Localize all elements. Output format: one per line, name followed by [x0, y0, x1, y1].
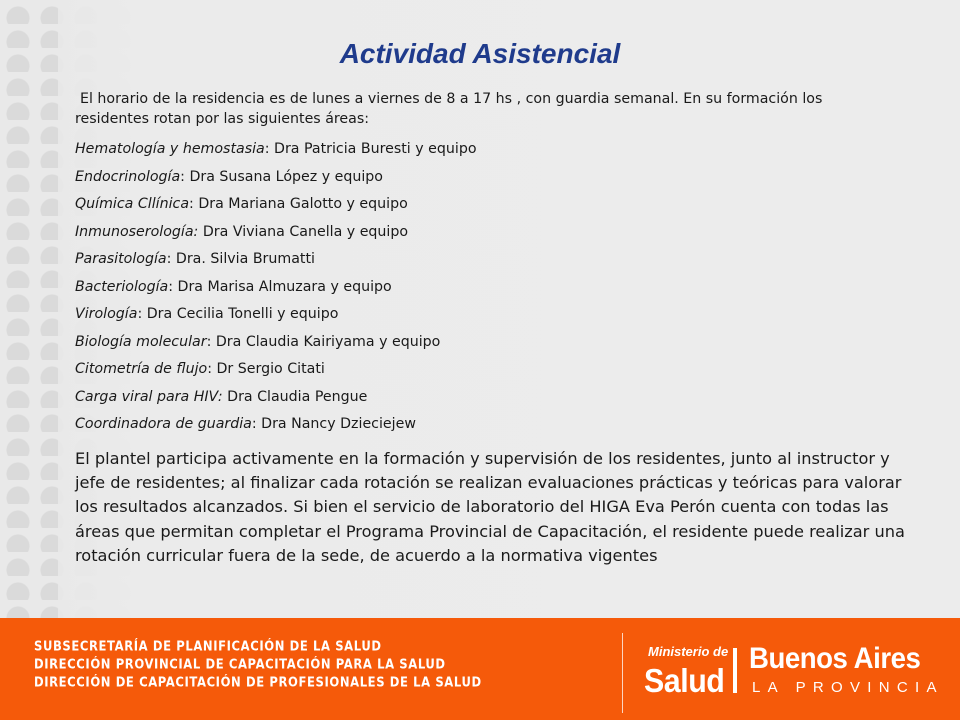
footer-line: DIRECCIÓN PROVINCIAL DE CAPACITACIÓN PARA LA SALUD: [34, 656, 446, 672]
area-item: [75, 250, 477, 278]
footer-banner: [0, 618, 960, 720]
area-detail: : Dra Cecilia Tonelli y equipo: [137, 306, 339, 322]
footer-line: DIRECCIÓN DE CAPACITACIÓN DE PROFESIONALES DE LA SALUD: [34, 673, 482, 690]
area-name: Endocrinología: [75, 168, 181, 185]
area-item: [75, 415, 477, 443]
area-item: [75, 168, 477, 196]
area-name: Citometría de flujo: [75, 361, 208, 377]
area-name: Coordinadora de guardia: [75, 416, 252, 432]
area-detail: : Dra. Silvia Brumatti: [166, 251, 315, 267]
footer-divider: [622, 633, 623, 713]
ministerio-label: Ministerio de: [648, 644, 729, 659]
logo-separator: [733, 648, 737, 693]
area-detail: : Dra Mariana Galotto y equipo: [189, 196, 408, 212]
area-name: Hematología y hemostasia: [75, 141, 265, 157]
area-name: Química Cllínica: [75, 196, 190, 212]
area-item: [75, 195, 477, 223]
area-item: [75, 388, 477, 416]
area-detail: Dra Claudia Pengue: [222, 388, 368, 405]
area-item: [75, 305, 477, 333]
area-detail: : Dra Patricia Buresti y equipo: [264, 141, 477, 157]
footer-line: SUBSECRETARÍA DE PLANIFICACIÓN DE LA SALUD: [34, 638, 382, 654]
salud-logo-text: Salud: [644, 662, 725, 699]
buenos-aires-logo-text: Buenos Aires: [749, 642, 921, 675]
area-item: [75, 140, 477, 168]
closing-paragraph: El plantel participa activamente en la formación y supervisión de los residentes, junto al instructor y jefe de residentes; al finalizar cada rotación se realizan evaluaciones prácticas y teóricas para valorar los resultados alcanzados. Si bien el servicio de laboratorio del HIGA Eva Perón cuenta con todas las áreas que permitan completar el Programa Provincial de Capacitación, el residente puede realizar una rotación curricular fuera de la sede, de acuerdo a la normativa vigentes: [75, 449, 905, 565]
area-detail: : Dra Susana López y equipo: [180, 168, 383, 185]
area-name: Carga viral para HIV:: [75, 388, 223, 405]
slide-title: Actividad Asistencial: [339, 38, 621, 69]
area-detail: : Dra Nancy Dzieciejew: [251, 416, 416, 432]
area-name: Virología: [75, 306, 138, 322]
area-name: Biología molecular: [75, 333, 207, 350]
area-item: [75, 223, 477, 251]
area-item: [75, 360, 477, 388]
area-detail: : Dr Sergio Citati: [207, 361, 325, 377]
area-detail: : Dra Claudia Kairiyama y equipo: [206, 333, 441, 350]
area-item: [75, 333, 477, 361]
intro-paragraph: El horario de la residencia es de lunes a viernes de 8 a 17 hs , con guardia semanal. En su formación los residentes rotan por las siguientes áreas:: [75, 91, 823, 127]
area-name: Inmunoserología:: [75, 223, 199, 240]
area-detail: Dra Viviana Canella y equipo: [198, 223, 409, 240]
rotation-areas-list: [75, 140, 477, 443]
area-name: Bacteriología: [75, 278, 169, 295]
area-name: Parasitología: [75, 251, 167, 267]
footer-department-lines: [34, 637, 482, 691]
area-item: [75, 278, 477, 306]
area-detail: : Dra Marisa Almuzara y equipo: [168, 278, 392, 295]
la-provincia-text: LA PROVINCIA: [752, 679, 944, 696]
